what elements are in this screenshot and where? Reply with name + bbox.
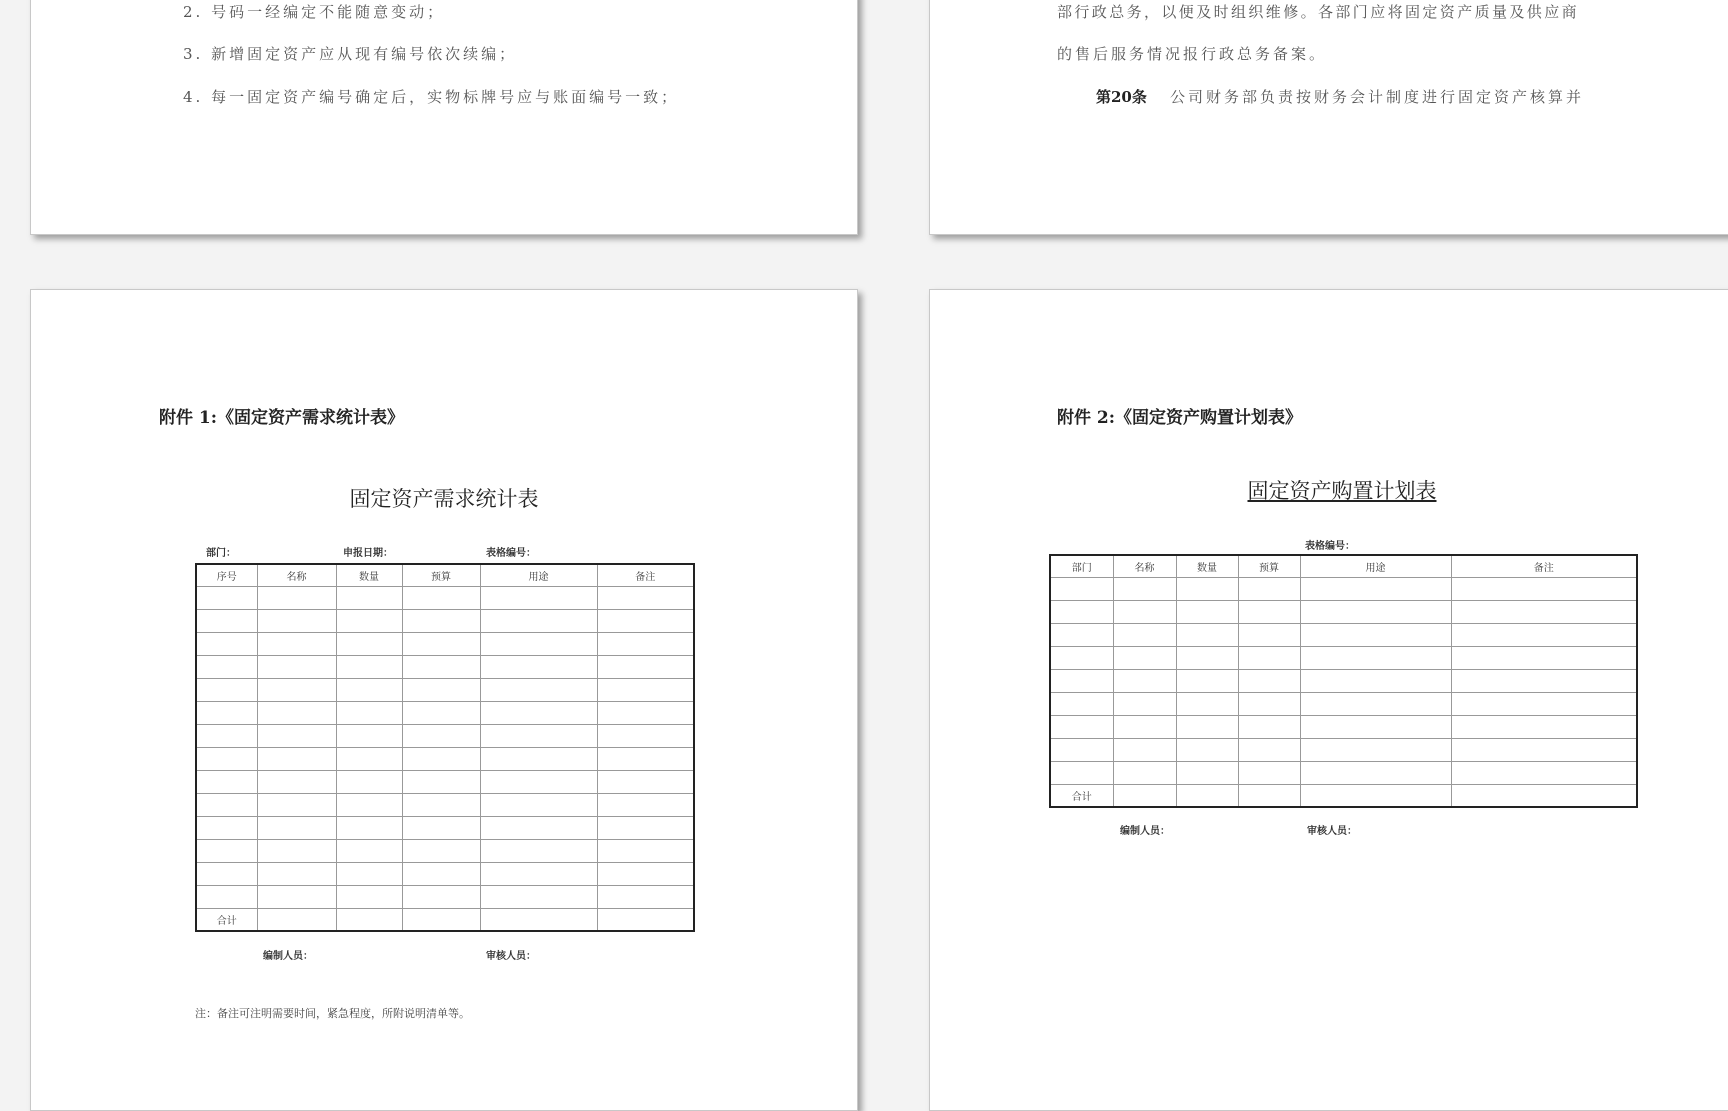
table-cell[interactable] bbox=[597, 724, 694, 747]
table-cell[interactable] bbox=[402, 678, 480, 701]
table-cell[interactable] bbox=[480, 586, 597, 609]
table-cell[interactable] bbox=[402, 724, 480, 747]
table-cell[interactable] bbox=[1113, 669, 1176, 692]
table-cell[interactable] bbox=[1238, 784, 1300, 807]
table-cell[interactable] bbox=[1050, 715, 1113, 738]
total-row bbox=[196, 908, 694, 931]
form-title: 固定资产需求统计表 bbox=[349, 487, 539, 511]
text-line: 部行政总务，以便及时组织维修。各部门应将固定资产质量及供应商 bbox=[1057, 3, 1580, 21]
table-cell[interactable] bbox=[480, 793, 597, 816]
table-cell[interactable] bbox=[597, 816, 694, 839]
table-cell[interactable] bbox=[1113, 784, 1176, 807]
table-row bbox=[1050, 646, 1637, 669]
total-label: 合计 bbox=[196, 908, 257, 931]
table-row bbox=[196, 586, 694, 609]
table-cell[interactable] bbox=[1300, 646, 1451, 669]
table-row bbox=[196, 724, 694, 747]
table-cell[interactable] bbox=[257, 701, 336, 724]
table-cell[interactable] bbox=[336, 609, 402, 632]
column-header: 名称 bbox=[257, 564, 336, 586]
dept-label: 部门： bbox=[206, 548, 236, 559]
table-cell[interactable] bbox=[1176, 600, 1238, 623]
table-cell[interactable] bbox=[480, 747, 597, 770]
table-cell[interactable] bbox=[1300, 623, 1451, 646]
reviewer-label: 审核人员： bbox=[1307, 826, 1357, 837]
table-cell[interactable] bbox=[597, 632, 694, 655]
article-label: 第20条 bbox=[1096, 88, 1147, 106]
table-cell[interactable] bbox=[1050, 577, 1113, 600]
table-cell[interactable] bbox=[1300, 715, 1451, 738]
table-cell[interactable] bbox=[402, 793, 480, 816]
table-cell[interactable] bbox=[597, 793, 694, 816]
table-cell[interactable] bbox=[1238, 646, 1300, 669]
table-row bbox=[1050, 761, 1637, 784]
table-cell[interactable] bbox=[336, 701, 402, 724]
table-cell[interactable] bbox=[336, 678, 402, 701]
table-cell[interactable] bbox=[336, 724, 402, 747]
table-cell[interactable] bbox=[402, 908, 480, 931]
date-label: 申报日期： bbox=[343, 548, 393, 559]
note: 注：备注可注明需要时间，紧急程度，所附说明清单等。 bbox=[195, 1007, 470, 1020]
demand-table bbox=[195, 563, 695, 932]
table-cell[interactable] bbox=[1451, 784, 1637, 807]
table-cell[interactable] bbox=[257, 586, 336, 609]
table-row bbox=[196, 770, 694, 793]
table-cell[interactable] bbox=[1113, 577, 1176, 600]
column-header: 预算 bbox=[402, 564, 480, 586]
form-title: 固定资产购置计划表 bbox=[1247, 479, 1437, 503]
table-cell[interactable] bbox=[480, 724, 597, 747]
table-cell[interactable] bbox=[1300, 738, 1451, 761]
attachment-heading: 附件 1:《固定资产需求统计表》 bbox=[159, 408, 405, 428]
table-cell[interactable] bbox=[597, 839, 694, 862]
column-header: 备注 bbox=[1451, 555, 1637, 577]
table-cell[interactable] bbox=[336, 793, 402, 816]
column-header: 备注 bbox=[597, 564, 694, 586]
table-cell[interactable] bbox=[597, 655, 694, 678]
table-cell[interactable] bbox=[402, 632, 480, 655]
total-label: 合计 bbox=[1050, 784, 1113, 807]
table-cell[interactable] bbox=[1176, 761, 1238, 784]
table-cell[interactable] bbox=[480, 770, 597, 793]
table-cell[interactable] bbox=[257, 908, 336, 931]
table-cell[interactable] bbox=[480, 839, 597, 862]
table-cell[interactable] bbox=[1050, 600, 1113, 623]
table-cell[interactable] bbox=[1113, 715, 1176, 738]
table-cell[interactable] bbox=[1113, 738, 1176, 761]
table-cell[interactable] bbox=[336, 885, 402, 908]
article-text: 公司财务部负责按财务会计制度进行固定资产核算并 bbox=[1169, 88, 1584, 106]
table-cell[interactable] bbox=[336, 908, 402, 931]
purchase-plan-table bbox=[1049, 554, 1638, 808]
column-header: 部门 bbox=[1050, 555, 1113, 577]
table-cell[interactable] bbox=[480, 885, 597, 908]
table-row bbox=[1050, 715, 1637, 738]
column-header: 名称 bbox=[1113, 555, 1176, 577]
table-cell[interactable] bbox=[597, 701, 694, 724]
table-cell[interactable] bbox=[1238, 715, 1300, 738]
table-row bbox=[196, 655, 694, 678]
column-header: 用途 bbox=[480, 564, 597, 586]
table-cell[interactable] bbox=[1050, 692, 1113, 715]
table-cell[interactable] bbox=[597, 885, 694, 908]
table-cell[interactable] bbox=[1300, 669, 1451, 692]
table-cell[interactable] bbox=[257, 770, 336, 793]
table-cell[interactable] bbox=[1451, 646, 1637, 669]
table-cell[interactable] bbox=[402, 701, 480, 724]
table-cell[interactable] bbox=[1050, 646, 1113, 669]
table-cell[interactable] bbox=[1238, 761, 1300, 784]
table-cell[interactable] bbox=[257, 678, 336, 701]
table-row bbox=[196, 701, 694, 724]
table-row bbox=[196, 885, 694, 908]
table-row bbox=[196, 793, 694, 816]
table-cell[interactable] bbox=[597, 908, 694, 931]
table-cell[interactable] bbox=[336, 632, 402, 655]
table-cell[interactable] bbox=[257, 655, 336, 678]
table-cell[interactable] bbox=[1176, 715, 1238, 738]
table-cell[interactable] bbox=[196, 885, 257, 908]
column-header: 预算 bbox=[1238, 555, 1300, 577]
table-cell[interactable] bbox=[597, 678, 694, 701]
table-cell[interactable] bbox=[1176, 577, 1238, 600]
table-row bbox=[1050, 692, 1637, 715]
column-header: 用途 bbox=[1300, 555, 1451, 577]
table-row bbox=[196, 747, 694, 770]
header-row bbox=[1050, 555, 1637, 577]
table-cell[interactable] bbox=[402, 609, 480, 632]
article-line bbox=[1096, 86, 1584, 107]
table-cell[interactable] bbox=[402, 862, 480, 885]
table-cell[interactable] bbox=[196, 839, 257, 862]
table-cell[interactable] bbox=[1176, 738, 1238, 761]
total-row bbox=[1050, 784, 1637, 807]
table-cell[interactable] bbox=[1451, 738, 1637, 761]
table-cell[interactable] bbox=[480, 655, 597, 678]
table-cell[interactable] bbox=[257, 816, 336, 839]
table-cell[interactable] bbox=[480, 862, 597, 885]
table-cell[interactable] bbox=[1113, 692, 1176, 715]
table-cell[interactable] bbox=[597, 609, 694, 632]
table-cell[interactable] bbox=[1176, 646, 1238, 669]
table-cell[interactable] bbox=[480, 678, 597, 701]
table-cell[interactable] bbox=[480, 816, 597, 839]
table-cell[interactable] bbox=[480, 701, 597, 724]
table-cell[interactable] bbox=[196, 701, 257, 724]
table-cell[interactable] bbox=[1451, 600, 1637, 623]
table-cell[interactable] bbox=[196, 747, 257, 770]
table-cell[interactable] bbox=[1050, 623, 1113, 646]
table-cell[interactable] bbox=[1300, 600, 1451, 623]
table-cell[interactable] bbox=[597, 586, 694, 609]
table-cell[interactable] bbox=[597, 747, 694, 770]
table-cell[interactable] bbox=[1300, 692, 1451, 715]
compiler-label: 编制人员： bbox=[263, 951, 313, 962]
table-cell[interactable] bbox=[402, 816, 480, 839]
table-cell[interactable] bbox=[1451, 692, 1637, 715]
table-cell[interactable] bbox=[336, 839, 402, 862]
table-cell[interactable] bbox=[336, 862, 402, 885]
column-header: 序号 bbox=[196, 564, 257, 586]
table-cell[interactable] bbox=[1300, 784, 1451, 807]
table-cell[interactable] bbox=[1300, 577, 1451, 600]
table-cell[interactable] bbox=[257, 885, 336, 908]
table-cell[interactable] bbox=[196, 816, 257, 839]
table-cell[interactable] bbox=[196, 793, 257, 816]
table-cell[interactable] bbox=[1451, 669, 1637, 692]
table-row bbox=[196, 839, 694, 862]
table-cell[interactable] bbox=[1113, 600, 1176, 623]
table-cell[interactable] bbox=[402, 586, 480, 609]
table-cell[interactable] bbox=[257, 839, 336, 862]
text-line: 2. 号码一经编定不能随意变动； bbox=[183, 3, 446, 21]
table-cell[interactable] bbox=[597, 862, 694, 885]
table-cell[interactable] bbox=[336, 816, 402, 839]
table-cell[interactable] bbox=[196, 770, 257, 793]
table-row bbox=[196, 632, 694, 655]
table-cell[interactable] bbox=[257, 747, 336, 770]
table-cell[interactable] bbox=[336, 747, 402, 770]
table-cell[interactable] bbox=[336, 586, 402, 609]
table-cell[interactable] bbox=[1238, 600, 1300, 623]
table-cell[interactable] bbox=[196, 678, 257, 701]
page-attachment-2 bbox=[929, 289, 1728, 1111]
table-cell[interactable] bbox=[1300, 761, 1451, 784]
table-cell[interactable] bbox=[402, 839, 480, 862]
text-line: 3. 新增固定资产应从现有编号依次续编； bbox=[183, 45, 518, 63]
table-cell[interactable] bbox=[196, 724, 257, 747]
table-row bbox=[1050, 577, 1637, 600]
text-line: 的售后服务情况报行政总务备案。 bbox=[1057, 45, 1328, 63]
table-cell[interactable] bbox=[402, 885, 480, 908]
table-cell[interactable] bbox=[1176, 784, 1238, 807]
table-cell[interactable] bbox=[336, 655, 402, 678]
table-row bbox=[1050, 623, 1637, 646]
table-cell[interactable] bbox=[257, 862, 336, 885]
table-cell[interactable] bbox=[480, 632, 597, 655]
table-cell[interactable] bbox=[1451, 761, 1637, 784]
table-row bbox=[196, 862, 694, 885]
table-cell[interactable] bbox=[1050, 669, 1113, 692]
table-cell[interactable] bbox=[257, 632, 336, 655]
table-cell[interactable] bbox=[402, 655, 480, 678]
table-cell[interactable] bbox=[480, 908, 597, 931]
form-no-label: 表格编号： bbox=[486, 548, 536, 559]
attachment-heading: 附件 2:《固定资产购置计划表》 bbox=[1057, 408, 1303, 428]
table-cell[interactable] bbox=[1176, 623, 1238, 646]
table-cell[interactable] bbox=[196, 609, 257, 632]
table-cell[interactable] bbox=[1113, 761, 1176, 784]
table-cell[interactable] bbox=[257, 793, 336, 816]
table-row bbox=[196, 816, 694, 839]
table-row bbox=[1050, 738, 1637, 761]
table-cell[interactable] bbox=[196, 586, 257, 609]
table-cell[interactable] bbox=[196, 632, 257, 655]
table-cell[interactable] bbox=[1451, 623, 1637, 646]
table-cell[interactable] bbox=[1113, 646, 1176, 669]
table-cell[interactable] bbox=[1238, 623, 1300, 646]
table-cell[interactable] bbox=[196, 655, 257, 678]
page-attachment-1 bbox=[30, 289, 858, 1111]
header-row bbox=[196, 564, 694, 586]
page-top-right bbox=[929, 0, 1728, 235]
table-cell[interactable] bbox=[1238, 577, 1300, 600]
table-row bbox=[196, 609, 694, 632]
table-cell[interactable] bbox=[1050, 761, 1113, 784]
table-cell[interactable] bbox=[1451, 577, 1637, 600]
table-cell[interactable] bbox=[480, 609, 597, 632]
table-cell[interactable] bbox=[402, 747, 480, 770]
column-header: 数量 bbox=[1176, 555, 1238, 577]
column-header: 数量 bbox=[336, 564, 402, 586]
table-cell[interactable] bbox=[336, 770, 402, 793]
table-row bbox=[1050, 600, 1637, 623]
table-cell[interactable] bbox=[1238, 692, 1300, 715]
table-cell[interactable] bbox=[1113, 623, 1176, 646]
form-no-label: 表格编号： bbox=[1305, 541, 1355, 552]
compiler-label: 编制人员： bbox=[1120, 826, 1170, 837]
table-cell[interactable] bbox=[1451, 715, 1637, 738]
table-cell[interactable] bbox=[1238, 669, 1300, 692]
table-cell[interactable] bbox=[1176, 669, 1238, 692]
table-row bbox=[196, 678, 694, 701]
table-cell[interactable] bbox=[1050, 738, 1113, 761]
table-cell[interactable] bbox=[1238, 738, 1300, 761]
table-row bbox=[1050, 669, 1637, 692]
reviewer-label: 审核人员： bbox=[486, 951, 536, 962]
table-cell[interactable] bbox=[402, 770, 480, 793]
table-cell[interactable] bbox=[257, 724, 336, 747]
text-line: 4. 每一固定资产编号确定后，实物标牌号应与账面编号一致； bbox=[183, 88, 680, 106]
table-cell[interactable] bbox=[597, 770, 694, 793]
page-top-left bbox=[30, 0, 858, 235]
table-cell[interactable] bbox=[1176, 692, 1238, 715]
table-cell[interactable] bbox=[196, 862, 257, 885]
table-cell[interactable] bbox=[257, 609, 336, 632]
